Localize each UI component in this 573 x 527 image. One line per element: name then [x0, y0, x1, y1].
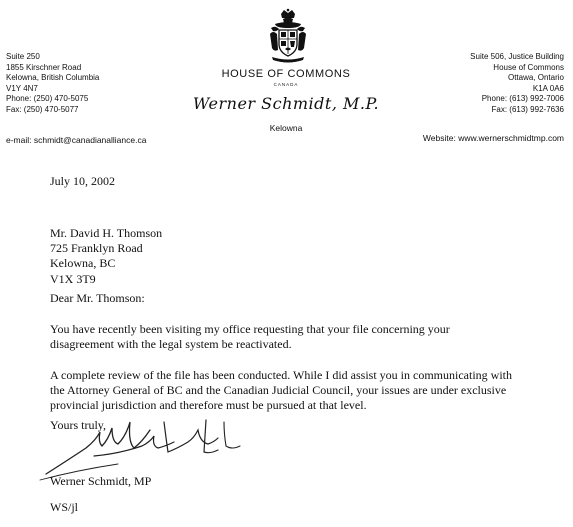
left-address-line: V1Y 4N7 — [6, 83, 38, 93]
left-address-line: Kelowna, British Columbia — [6, 73, 100, 82]
right-address-line: Suite 506, Justice Building — [470, 52, 564, 61]
recipient-line: V1X 3T9 — [50, 271, 96, 286]
paragraph-1 — [50, 322, 550, 352]
left-fax: Fax: (250) 470-5077 — [6, 104, 79, 114]
website-address: Website: www.wernerschmidtmp.com — [422, 133, 564, 143]
salutation: Dear Mr. Thomson: — [50, 291, 145, 305]
closing: Yours truly, — [50, 418, 107, 432]
left-address-block — [6, 52, 99, 115]
email-address: e-mail: schmidt@canadianalliance.ca — [6, 135, 147, 145]
paragraph-line: disagreement with the legal system be reactivated. — [50, 337, 292, 352]
paragraph-2 — [50, 368, 560, 414]
right-address-line: K1A 0A6 — [532, 83, 564, 93]
right-address-block — [470, 52, 564, 115]
paragraph-line: You have recently been visiting my office requesting that your file concerning your — [50, 322, 450, 336]
right-address-line: House of Commons — [493, 62, 564, 72]
signer-name: Werner Schmidt, MP — [50, 474, 152, 488]
right-phone: Phone: (613) 992-7006 — [481, 94, 564, 103]
country-label: CANADA — [273, 82, 299, 87]
letter-date: July 10, 2002 — [50, 174, 116, 188]
institution-name: HOUSE OF COMMONS — [221, 68, 351, 80]
riding-name: Kelowna — [269, 123, 303, 133]
coat-of-arms-icon — [267, 8, 309, 64]
right-fax: Fax: (613) 992-7636 — [491, 104, 564, 114]
left-address-line: Suite 250 — [6, 52, 40, 61]
left-address-line: 1855 Kirschner Road — [6, 62, 82, 72]
recipient-line: Mr. David H. Thomson — [50, 226, 163, 240]
recipient-line: 725 Franklyn Road — [50, 241, 143, 256]
recipient-address — [50, 226, 162, 287]
recipient-line: Kelowna, BC — [50, 256, 116, 271]
right-address-line: Ottawa, Ontario — [507, 73, 564, 82]
paragraph-line: provincial jurisdiction and therefore must be pursued at that level. — [50, 398, 367, 413]
left-phone: Phone: (250) 470-5075 — [6, 94, 89, 103]
typist-initials: WS/jl — [50, 500, 79, 514]
paragraph-line: A complete review of the file has been conducted. While I did assist you in communicating with — [50, 368, 512, 382]
member-name: Werner Schmidt, M.P. — [192, 94, 380, 113]
paragraph-line: the Attorney General of BC and the Canadian Judicial Council, your issues are under exclusive — [50, 383, 507, 398]
